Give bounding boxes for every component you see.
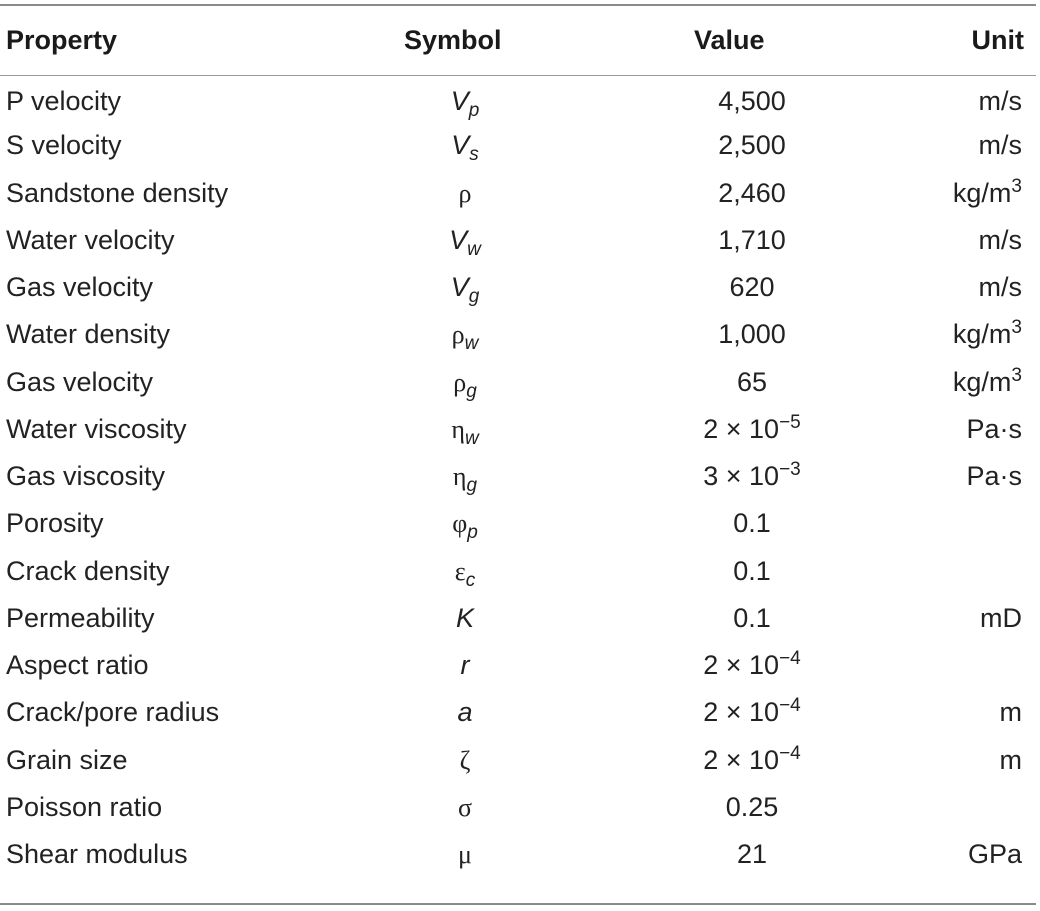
table-header [0,6,1036,75]
value-cell [580,453,880,500]
value-main: 620 [729,272,775,303]
symbol [405,367,525,402]
unit-cell [880,359,1036,406]
symbol-base: V [451,130,470,161]
symbol-cell [330,359,580,406]
property-cell: Poisson ratio [6,791,163,822]
unit-cell [880,500,1036,547]
value [647,461,857,492]
symbol [405,178,525,209]
unit-exponent: 3 [1011,364,1022,386]
symbol-subscript: w [464,427,479,449]
symbol-cell [330,642,580,689]
table-row [0,453,1036,500]
unit-exponent: 3 [1011,317,1022,339]
value-main: 1,710 [718,224,786,255]
unit-cell [880,311,1036,358]
symbol [405,745,525,776]
table-row [0,548,1036,595]
symbol-cell [330,500,580,547]
value [647,178,857,209]
table-row [0,595,1036,642]
value-exponent: −5 [779,411,801,433]
property-cell: Grain size [6,744,128,775]
unit: mD [980,602,1022,633]
symbol-cell [330,311,580,358]
symbol-base: ε [454,556,466,586]
value-main: 2 × 10 [703,413,780,444]
table-bottom-rule [0,903,1036,905]
value [647,508,857,539]
property-cell: Gas velocity [6,272,154,303]
value-main: 2,500 [718,130,786,161]
symbol-base: φ [452,509,468,539]
symbol-cell [330,217,580,264]
symbol-base: r [460,650,470,681]
value [647,650,857,681]
table-row [0,737,1036,784]
symbol-subscript: p [468,100,480,122]
symbol [405,556,525,591]
property-cell: Water viscosity [6,413,187,444]
value-main: 0.25 [725,791,779,822]
unit: m/s [978,224,1022,255]
symbol-subscript: p [467,522,478,544]
property-cell: Sandstone density [6,177,229,208]
symbol-subscript: g [466,475,478,497]
header-unit: Unit [971,25,1024,55]
value [647,130,857,161]
symbol-cell [330,264,580,311]
value-main: 0.1 [733,555,771,586]
value-exponent: −4 [779,742,801,764]
value [647,742,857,776]
table-row [0,170,1036,217]
value-main: 0.1 [733,508,771,539]
property-cell: Gas viscosity [6,461,166,492]
unit-cell [880,689,1036,736]
value-cell [580,406,880,453]
value-main: 4,500 [718,86,786,117]
symbol-cell [330,406,580,453]
property-cell: Crack density [6,555,170,586]
value-cell [580,689,880,736]
symbol-base: a [457,697,473,728]
symbol [405,792,525,823]
symbol-cell [330,595,580,642]
symbol-base: μ [458,840,472,870]
symbol-base: ζ [459,745,471,775]
unit-cell [880,122,1036,169]
table-row [0,217,1036,264]
symbol-base: ρ [458,178,472,208]
property-cell: Water velocity [6,224,175,255]
value-cell [580,75,880,122]
symbol-subscript: g [466,380,477,402]
table-row [0,406,1036,453]
table-row [0,75,1036,122]
value-cell [580,359,880,406]
value [647,839,857,870]
value [647,86,857,117]
unit-cell [880,217,1036,264]
symbol-subscript: g [468,286,480,308]
symbol [405,650,525,681]
value [647,792,857,823]
value-cell [580,264,880,311]
value-exponent: −4 [779,695,801,717]
value-main: 21 [736,839,768,870]
value-main: 3 × 10 [703,461,780,492]
table-row [0,642,1036,689]
symbol [405,272,525,308]
symbol-cell [330,548,580,595]
symbol-cell [330,170,580,217]
value-main: 1,000 [718,319,786,350]
value-cell [580,595,880,642]
unit-cell [880,170,1036,217]
unit: m [999,744,1022,775]
symbol [405,319,525,355]
unit-exponent: 3 [1011,175,1022,197]
unit-cell [880,548,1036,595]
property-cell: Gas velocity [6,366,154,397]
property-cell: Crack/pore radius [6,697,220,728]
unit-cell [880,595,1036,642]
symbol-base: K [455,602,474,633]
value [647,367,857,398]
property-cell: Shear modulus [6,839,188,870]
symbol [405,461,525,497]
symbol-base: ρ [453,367,467,397]
value-cell [580,642,880,689]
symbol-cell [330,75,580,122]
unit: Pa·s [966,413,1022,444]
symbol [405,414,525,449]
symbol [405,508,525,544]
symbol [405,839,525,870]
property-cell: Porosity [6,508,104,539]
symbol-cell [330,831,580,878]
unit: m/s [978,272,1022,303]
table-row [0,359,1036,406]
symbol-subscript: c [465,569,476,591]
value-cell [580,170,880,217]
unit: kg/m [952,319,1012,350]
value-cell [580,311,880,358]
value [647,603,857,634]
property-cell: P velocity [6,86,122,117]
symbol-base: η [451,414,465,444]
symbol [405,130,525,166]
unit-cell [880,642,1036,689]
symbol-cell [330,453,580,500]
value-cell [580,831,880,878]
table-row [0,122,1036,169]
header-row [0,6,1036,75]
value-cell [580,122,880,169]
unit: m/s [978,130,1022,161]
value-main: 0.1 [733,602,771,633]
table-row [0,831,1036,878]
symbol-cell [330,784,580,831]
symbol-cell [330,737,580,784]
header-property: Property [6,25,118,55]
symbol-subscript: w [467,238,481,260]
value-main: 2,460 [718,177,786,208]
unit: GPa [967,839,1022,870]
symbol-base: V [449,224,468,255]
symbol [405,603,525,634]
unit-cell [880,406,1036,453]
value-cell [580,548,880,595]
value [647,225,857,256]
unit-cell [880,453,1036,500]
unit-cell [880,831,1036,878]
unit-cell [880,784,1036,831]
table-row [0,264,1036,311]
symbol-cell [330,689,580,736]
value-cell [580,784,880,831]
value-exponent: −4 [779,648,801,670]
header-symbol: Symbol [404,25,502,55]
value [647,556,857,587]
symbol-base: V [450,272,469,303]
symbol [405,86,525,122]
unit: kg/m [952,177,1012,208]
unit: m/s [978,86,1022,117]
unit-cell [880,75,1036,122]
symbol-subscript: s [469,144,479,166]
value-main: 2 × 10 [703,744,780,775]
value-cell [580,217,880,264]
property-cell: S velocity [6,130,122,161]
properties-table [0,6,1036,878]
value-cell [580,500,880,547]
table-row [0,784,1036,831]
unit: kg/m [952,366,1012,397]
value [647,411,857,445]
unit: Pa·s [966,461,1022,492]
value-main: 2 × 10 [703,697,780,728]
table-body [0,75,1036,878]
table-row [0,311,1036,358]
property-cell: Water density [6,319,171,350]
symbol-base: σ [457,792,472,822]
value [647,272,857,303]
unit: m [999,697,1022,728]
symbol [405,697,525,728]
value-cell [580,737,880,784]
symbol-base: V [450,86,469,117]
table-row [0,689,1036,736]
symbol-base: ρ [451,320,465,350]
symbol-subscript: w [464,333,479,355]
value [647,697,857,728]
value-main: 65 [736,366,768,397]
header-value: Value [694,25,765,55]
unit-cell [880,737,1036,784]
property-cell: Permeability [6,602,155,633]
unit-cell [880,264,1036,311]
value-main: 2 × 10 [703,650,780,681]
value [647,319,857,350]
value-exponent: −3 [779,459,801,481]
property-cell: Aspect ratio [6,650,149,681]
symbol-cell [330,122,580,169]
symbol [405,224,525,260]
symbol-base: η [452,462,467,492]
table-row [0,500,1036,547]
